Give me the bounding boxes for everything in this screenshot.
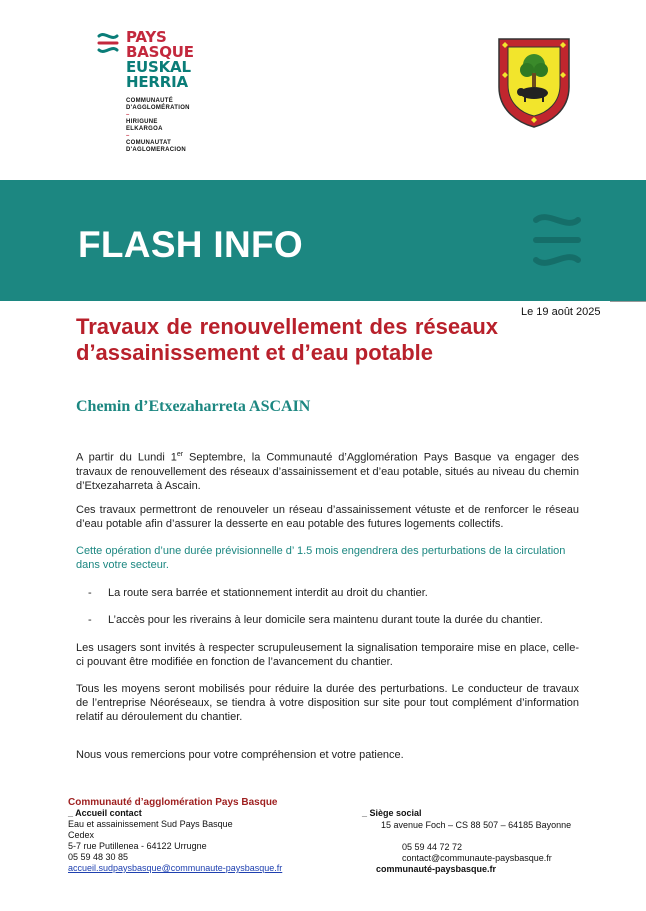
list-item: [88, 586, 588, 600]
footer-right-website[interactable]: communauté-paysbasque.fr: [376, 864, 497, 874]
footer-right-address: 15 avenue Foch – CS 88 507 – 64185 Bayonne: [381, 820, 572, 830]
bullet-marker: -: [88, 587, 92, 599]
footer-left-block: [68, 808, 282, 874]
bullet-marker: -: [88, 614, 92, 626]
paragraph-1-start: A partir du Lundi 1: [76, 451, 177, 464]
paragraph-3: Cette opération d’une durée prévisionnelle d’ 1.5 mois engendrera des perturbations de la circulation dans votre secteur.: [76, 545, 566, 571]
list-item: [88, 613, 588, 627]
logo-line-3: EUSKAL: [126, 58, 191, 76]
logo-text: [126, 30, 194, 90]
footer-left-line: Eau et assainissement Sud Pays Basque: [68, 819, 233, 829]
banner-title: FLASH INFO: [78, 224, 303, 265]
banner-divider: [610, 301, 646, 302]
footer-left-line: 5-7 rue Putillenea - 64122 Urrugne: [68, 841, 207, 851]
article-subtitle: Chemin d’Etxezaharreta ASCAIN: [76, 398, 311, 415]
footer-right-heading: _ Siège social: [362, 808, 422, 818]
footer-right-email[interactable]: contact@communaute-paysbasque.fr: [402, 853, 552, 863]
logo-sub-7: D'AGLOMERACION: [126, 147, 186, 153]
paragraph-2: Ces travaux permettront de renouveler un réseau d’assainissement vétuste et de renforcer le réseau d’eau potable afin d’assurer la desserte en eau potable des futures logements collectifs.: [76, 504, 579, 530]
footer-left-email-link[interactable]: accueil.sudpaysbasque@communaute-paysbasque.fr: [68, 863, 283, 873]
paragraph-1-rest: Septembre, la Communauté d’Agglomération Pays Basque va engager des travaux de renouvellement des réseaux d’assainissement et d’eau potable, situés au niveau du chemin d’Etxezaharreta à Ascain.: [76, 451, 579, 492]
footer-left-line: 05 59 48 30 85: [68, 852, 129, 862]
list-item-text: La route sera barrée et stationnement interdit au droit du chantier.: [108, 587, 428, 599]
footer-left-line: Cedex: [68, 830, 95, 840]
paragraph-1-sup: er: [176, 451, 184, 458]
logo-sub-6: COMUNAUTAT: [126, 140, 172, 146]
logo-sub-3: HIRIGUNE: [126, 119, 158, 125]
logo-line-2: BASQUE: [126, 43, 194, 61]
logo-sub-5: –: [126, 133, 130, 139]
logo-line-4: HERRIA: [126, 73, 188, 91]
logo-sub-0: COMMUNAUTÉ: [126, 98, 173, 104]
logo-mark-icon: [96, 30, 120, 60]
ascain-crest-icon: [497, 37, 571, 129]
footer-right-phone: 05 59 44 72 72: [402, 842, 463, 852]
paragraph-4: Les usagers sont invités à respecter scrupuleusement la signalisation temporaire mise en place, celle-ci pouvant être modifiée en fonction de l’avancement du chantier.: [76, 642, 579, 668]
banner-logo-mark-icon: [532, 210, 582, 270]
footer-left-heading: _ Accueil contact: [68, 808, 142, 818]
list-item-text: L’accès pour les riverains à leur domicile sera maintenu durant toute la durée du chantier.: [108, 614, 543, 626]
footer-organization: Communauté d’agglomération Pays Basque: [68, 797, 278, 808]
paragraph-1: [76, 448, 579, 493]
logo-sub-4: ELKARGOA: [126, 126, 163, 132]
article-title: Travaux de renouvellement des réseaux d’assainissement et d’eau potable: [76, 314, 498, 365]
logo-sub-1: D'AGGLOMÉRATION: [126, 105, 190, 111]
logo-subtitle: [126, 98, 246, 154]
publication-date: Le 19 août 2025: [521, 306, 601, 318]
paragraph-6: Nous vous remercions pour votre compréhension et votre patience.: [76, 749, 404, 761]
logo-line-1: PAYS: [126, 28, 167, 46]
footer-right-heading-wrap: [362, 808, 422, 819]
paragraph-5: Tous les moyens seront mobilisés pour réduire la durée des perturbations. Le conducteur de travaux de l’entreprise Néoréseaux, se tiendra à votre disposition sur site pour tout complément d’information relatif au déroulement du chantier.: [76, 683, 579, 723]
logo-sub-2: –: [126, 112, 130, 118]
